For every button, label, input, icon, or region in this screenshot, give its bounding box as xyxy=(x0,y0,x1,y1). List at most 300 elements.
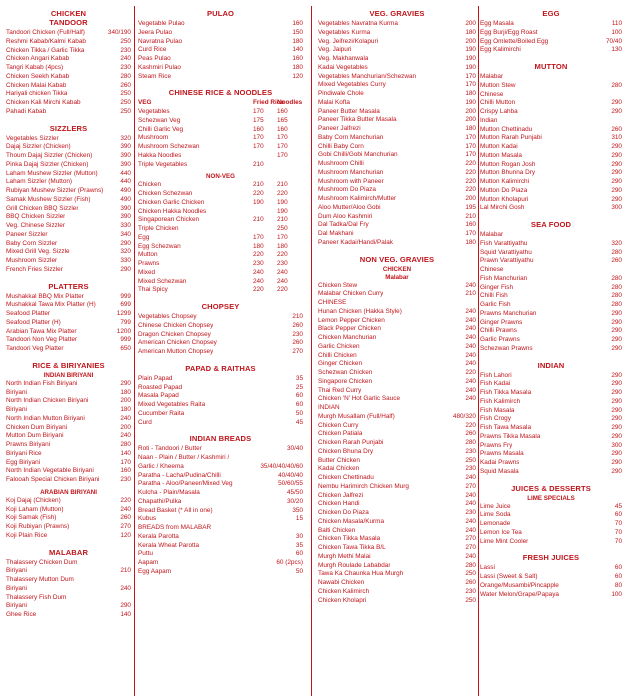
menu-item-price: 170 xyxy=(277,151,288,159)
menu-item-price: 250 xyxy=(465,456,476,464)
menu-item-name: Mushakkal BBQ Mix Platter xyxy=(6,292,84,300)
menu-item-name: Thai Spicy xyxy=(138,286,168,294)
menu-item xyxy=(138,419,303,428)
menu-item xyxy=(318,46,476,55)
menu-item-name: Mutton Masala xyxy=(480,151,522,159)
menu-item-price: 290 xyxy=(611,318,622,326)
menu-item-name: Koji Plain Rice xyxy=(6,531,48,539)
menu-item-name: Paneer Jalfrezi xyxy=(318,125,361,132)
menu-item-name: Mutton Chettinadu xyxy=(480,125,533,133)
menu-item-name: Chicken Schezwan xyxy=(138,190,193,197)
menu-item xyxy=(480,29,622,38)
menu-item-price: 250 xyxy=(465,570,476,578)
menu-item-price: 290 xyxy=(611,186,622,194)
section-gap xyxy=(318,248,476,252)
menu-item-price: 490 xyxy=(120,195,131,203)
menu-item xyxy=(6,240,131,249)
menu-item xyxy=(318,29,476,38)
section-gap xyxy=(480,354,622,358)
menu-item-name: Chicken Rarah Punjabi xyxy=(318,439,384,446)
menu-item xyxy=(138,489,303,498)
menu-item-price: 210 xyxy=(253,216,264,224)
menu-item-name: Garlic / Kheema xyxy=(138,462,184,470)
menu-item-name: Mushroom xyxy=(138,134,169,142)
menu-item-name: Chicken Malai Kabab xyxy=(6,81,67,89)
menu-item xyxy=(138,322,303,331)
menu-item-price: 290 xyxy=(611,397,622,405)
menu-item-price: 210 xyxy=(120,567,131,575)
menu-item-price: 240 xyxy=(465,500,476,508)
menu-item xyxy=(6,310,131,319)
menu-item-name: Roasted Papad xyxy=(138,383,183,391)
menu-item xyxy=(138,216,303,225)
menu-item xyxy=(480,46,622,55)
column-header xyxy=(138,99,303,108)
menu-item-price: 280 xyxy=(611,283,622,291)
menu-item-name: Thalassery Mutton Dum xyxy=(6,576,74,583)
menu-item-price: 60 xyxy=(614,573,622,580)
menu-item-price: 170 xyxy=(277,143,288,150)
menu-item-price: 15 xyxy=(295,515,303,523)
menu-item-name: Chinese Chicken Chopsey xyxy=(138,321,214,329)
menu-item xyxy=(6,196,131,205)
menu-item-price: 30 xyxy=(295,532,303,540)
menu-item-price: 240 xyxy=(465,316,476,324)
menu-item xyxy=(6,506,131,515)
section-title: MUTTON xyxy=(534,62,568,71)
menu-item-name: Chicken Tikka Masala xyxy=(318,535,381,543)
menu-item-price: 240 xyxy=(465,351,476,359)
menu-item xyxy=(480,143,622,152)
menu-item-price: 260 xyxy=(120,81,131,89)
menu-item-price: 210 xyxy=(277,216,288,224)
menu-item-name: Egg Masala xyxy=(480,20,514,27)
menu-item-price: 300 xyxy=(611,204,622,212)
menu-item-price: 340 xyxy=(120,230,131,238)
menu-item xyxy=(6,450,131,459)
menu-item xyxy=(138,29,303,38)
menu-item xyxy=(6,328,131,337)
menu-item-name: Mushroom Schezwan xyxy=(138,143,200,150)
menu-item xyxy=(318,474,476,483)
menu-item-name: Tandoori Chicken (Full/Half) xyxy=(6,29,85,36)
menu-item xyxy=(138,55,303,64)
menu-item xyxy=(6,432,131,441)
menu-item-price: 999 xyxy=(120,336,131,344)
menu-item-price: 220 xyxy=(120,496,131,504)
menu-item xyxy=(138,181,303,190)
menu-item xyxy=(6,424,131,433)
menu-item-price: 240 xyxy=(465,552,476,560)
menu-item-name: BBQ Chicken Sizzler xyxy=(6,213,66,221)
menu-item xyxy=(318,186,476,195)
menu-item xyxy=(480,389,622,398)
menu-item xyxy=(318,299,476,308)
menu-item xyxy=(138,533,303,542)
menu-item-name: Mutton Bhunna Dry xyxy=(480,169,536,177)
menu-item-name: Chapathi/Pulka xyxy=(138,497,182,505)
menu-item-price xyxy=(301,454,303,463)
menu-item-price: 160 xyxy=(292,20,303,27)
menu-item-name: Egg Aapam xyxy=(138,567,172,575)
menu-item xyxy=(318,492,476,501)
menu-item-name: Dajaj Sizzler (Chicken) xyxy=(6,143,71,151)
menu-item xyxy=(138,384,303,393)
menu-item-price xyxy=(620,73,622,82)
menu-item-price: 250 xyxy=(120,90,131,98)
menu-item xyxy=(6,523,131,532)
menu-item-price: 290 xyxy=(611,309,622,317)
section-title: FRESH JUICES xyxy=(522,553,580,563)
menu-item-price: 280 xyxy=(611,81,622,89)
menu-item-price: 190 xyxy=(465,46,476,54)
section-gap xyxy=(480,546,622,550)
menu-item-price: 160 xyxy=(277,108,288,115)
menu-item-price: 280 xyxy=(465,439,476,446)
menu-item-name: Chicken Patiala xyxy=(318,430,363,438)
menu-item xyxy=(318,518,476,527)
menu-item xyxy=(480,450,622,459)
menu-item-price: 170 xyxy=(465,151,476,159)
menu-item-name: Chilli Mutton xyxy=(480,99,516,107)
menu-item-price: 45/50 xyxy=(287,489,303,496)
menu-item xyxy=(6,459,131,468)
menu-item-name: Veg. Makhanwala xyxy=(318,55,369,62)
menu-item xyxy=(6,576,131,585)
menu-item-name: Mutton Dum Biriyani xyxy=(6,432,64,440)
menu-item-name: Mushroom Do Piaza xyxy=(318,186,376,194)
menu-item-price: 200 xyxy=(465,20,476,27)
menu-item-price: 240 xyxy=(465,342,476,350)
menu-item xyxy=(318,562,476,571)
menu-item xyxy=(6,38,131,47)
menu-item-price: 80 xyxy=(614,581,622,589)
menu-item xyxy=(318,221,476,230)
menu-item xyxy=(138,64,303,73)
menu-item xyxy=(138,286,303,295)
menu-item-price: 330 xyxy=(120,257,131,264)
menu-item-price: 60 xyxy=(295,401,303,408)
menu-item xyxy=(318,553,476,562)
menu-item xyxy=(6,397,131,406)
menu-item-name: Laham Mushew Sizzler (Mutton) xyxy=(6,169,98,177)
menu-item-name: Mixed Vegetables Curry xyxy=(318,81,386,89)
menu-item-name: Dum Aloo Kashmiri xyxy=(318,212,373,220)
menu-item-name: Koj Dajaj (Chicken) xyxy=(6,496,61,504)
menu-item xyxy=(6,231,131,240)
menu-item-price: 160 xyxy=(292,55,303,62)
menu-item-name: Orange/Musambi/Pincapple xyxy=(480,581,559,589)
menu-item-name: Egg Kalimirchi xyxy=(480,46,521,54)
menu-item xyxy=(138,392,303,401)
menu-item-name: Puttu xyxy=(138,550,153,558)
menu-item-name: Vegetable Pulao xyxy=(138,20,185,27)
menu-item-name: Mutton Kholapuri xyxy=(480,195,529,203)
menu-item xyxy=(6,90,131,99)
menu-item xyxy=(480,433,622,442)
menu-item-price: 180 xyxy=(465,238,476,246)
menu-item-name: Chinese xyxy=(480,266,504,273)
menu-item-price: 290 xyxy=(611,160,622,168)
menu-item-price: 170 xyxy=(253,143,264,150)
section-gap xyxy=(6,541,131,545)
menu-item-name: Fish Tawa Masala xyxy=(480,424,532,431)
menu-item-name: Chicken Manchurian xyxy=(318,334,377,341)
menu-item xyxy=(318,90,476,99)
menu-item-name: Mutton Kadai xyxy=(480,143,518,150)
menu-item-price: 210 xyxy=(277,181,288,189)
menu-item-price: 799 xyxy=(120,318,131,326)
menu-item xyxy=(480,38,622,47)
menu-item-name: Jeera Pulao xyxy=(138,28,173,36)
menu-item-price xyxy=(301,524,303,533)
menu-item xyxy=(318,134,476,143)
menu-item-name: Mushroom Chilli xyxy=(318,160,364,167)
menu-item-price: 290 xyxy=(611,432,622,440)
menu-item-name: American Chicken Chopsey xyxy=(138,339,217,347)
menu-item-price: 240 xyxy=(120,505,131,513)
menu-item xyxy=(480,345,622,354)
menu-item xyxy=(480,372,622,381)
menu-item-name: Paratha - Lacha/Pudina/Chilli xyxy=(138,471,221,479)
menu-item-price: 240 xyxy=(120,432,131,440)
menu-item-name: Garlic Prawns xyxy=(480,336,520,343)
menu-item-price: 240 xyxy=(465,325,476,333)
menu-item-price: 290 xyxy=(611,151,622,159)
menu-item-price: 170 xyxy=(465,230,476,237)
menu-item-price: 180 xyxy=(465,125,476,132)
menu-item-name: Chicken Garlic Chicken xyxy=(138,198,205,206)
menu-item-name: Singaporean Chicken xyxy=(138,216,200,224)
menu-item xyxy=(480,573,622,582)
menu-item-name: Thalassery Fish Dum xyxy=(6,593,67,601)
menu-item xyxy=(318,99,476,108)
menu-item-price: 230 xyxy=(465,587,476,595)
menu-item-name: Curd Rice xyxy=(138,46,167,54)
menu-item-price: 70 xyxy=(614,520,622,527)
menu-item-name: Thalassery Chicken Dum xyxy=(6,558,78,566)
column-divider xyxy=(478,6,479,696)
menu-item xyxy=(318,160,476,169)
menu-item-price xyxy=(277,161,303,170)
menu-item xyxy=(6,55,131,64)
menu-item-name: Fish Tikka Masala xyxy=(480,389,532,396)
menu-item-price: 270 xyxy=(292,348,303,355)
menu-item-name: Mutton Stew xyxy=(480,81,516,89)
menu-item-price: 290 xyxy=(120,239,131,247)
menu-item xyxy=(6,602,131,611)
menu-item xyxy=(138,46,303,55)
section-gap xyxy=(138,295,303,299)
menu-item xyxy=(480,424,622,433)
menu-item xyxy=(6,585,131,594)
menu-item-price: 480/320 xyxy=(452,412,476,420)
menu-item-price: 290 xyxy=(611,406,622,414)
menu-item-price: 280 xyxy=(611,292,622,300)
menu-item xyxy=(6,170,131,179)
menu-item-price: 290 xyxy=(611,371,622,379)
section-title: RICE & BIRIYANIES xyxy=(32,360,105,370)
section-title: JUICES & DESSERTS xyxy=(511,483,591,493)
menu-item xyxy=(6,248,131,257)
menu-item-price: 240 xyxy=(465,526,476,534)
menu-item-name: Water Melon/Grape/Papaya xyxy=(480,590,559,598)
menu-item-price xyxy=(620,117,622,126)
menu-item xyxy=(480,152,622,161)
menu-item xyxy=(318,527,476,536)
menu-item-price: 320 xyxy=(611,239,622,247)
menu-item-price: 310 xyxy=(611,134,622,142)
menu-item xyxy=(480,99,622,108)
menu-item xyxy=(318,317,476,326)
section-gap xyxy=(318,605,476,609)
section-gap xyxy=(138,357,303,361)
menu-item-price: 190 xyxy=(277,198,288,206)
menu-item xyxy=(480,468,622,477)
menu-item xyxy=(318,204,476,213)
menu-item-price: 200 xyxy=(465,37,476,45)
menu-item xyxy=(318,457,476,466)
menu-item-name: Chilli Fish xyxy=(480,292,508,300)
menu-item xyxy=(138,38,303,47)
menu-item xyxy=(6,47,131,56)
menu-item-name: Prawn Varattiyathu xyxy=(480,257,534,265)
menu-item xyxy=(480,582,622,591)
menu-item-price: 220 xyxy=(277,190,288,197)
menu-item xyxy=(138,524,303,533)
menu-item xyxy=(318,430,476,439)
menu-item-name: Ginger Prawns xyxy=(480,318,523,326)
menu-item xyxy=(318,108,476,117)
menu-item xyxy=(480,327,622,336)
menu-item-price: 240 xyxy=(465,334,476,341)
menu-item xyxy=(480,266,622,275)
menu-item-name: Chicken 'N' Hot Garlic Sauce xyxy=(318,395,400,403)
menu-item xyxy=(318,325,476,334)
menu-item xyxy=(480,284,622,293)
menu-item xyxy=(480,292,622,301)
menu-item-price: 60 xyxy=(614,564,622,572)
menu-item-price: 290 xyxy=(611,459,622,466)
menu-item xyxy=(480,564,622,573)
menu-item-price: 290 xyxy=(611,108,622,115)
menu-item-name: Fish Crogy xyxy=(480,415,511,423)
menu-item-name: Biriyani xyxy=(6,602,27,610)
menu-item-price: 70 xyxy=(614,537,622,545)
menu-item-price: 170 xyxy=(465,72,476,80)
menu-item-price: 490 xyxy=(120,187,131,194)
menu-item-name: Tawa Ka Chaunka Hua Murgh xyxy=(318,570,404,578)
menu-item xyxy=(138,559,303,568)
menu-item-price xyxy=(129,594,131,603)
menu-item xyxy=(6,213,131,222)
menu-item-price: 210 xyxy=(465,290,476,298)
menu-item xyxy=(480,310,622,319)
menu-item-price: 190 xyxy=(465,98,476,106)
menu-item-price: 60 xyxy=(295,392,303,400)
menu-item-price xyxy=(253,152,277,161)
menu-item-name: Singapore Chicken xyxy=(318,377,372,385)
menu-item-price: 290 xyxy=(120,602,131,610)
menu-item-price: 45 xyxy=(614,502,622,510)
menu-item-name: Hunan Chicken (Hakka Style) xyxy=(318,307,402,315)
menu-item-name: Mutton Rogan Josh xyxy=(480,160,536,168)
menu-item-price: 160 xyxy=(277,125,288,133)
menu-item-name: Egg Burji/Egg Roast xyxy=(480,28,538,36)
menu-item xyxy=(138,208,303,217)
menu-item xyxy=(480,398,622,407)
menu-item-name: Seafood Platter xyxy=(6,310,51,317)
menu-item-name: North Indian Vegetable Biriyani xyxy=(6,467,94,475)
menu-item-price: 140 xyxy=(292,46,303,54)
section-title: CHINESE RICE & NOODLES xyxy=(168,88,273,98)
menu-item-price: 220 xyxy=(465,421,476,429)
menu-item-price: 190 xyxy=(277,207,288,215)
menu-item xyxy=(318,360,476,369)
menu-item xyxy=(318,509,476,518)
menu-item xyxy=(480,380,622,389)
menu-item-price: 220 xyxy=(253,251,264,259)
menu-item-name: Chicken Stew xyxy=(318,281,358,289)
menu-item xyxy=(480,415,622,424)
menu-item-name: Koji Rubiyan (Prawns) xyxy=(6,523,70,530)
menu-item xyxy=(318,308,476,317)
menu-item-price: 230 xyxy=(277,260,288,267)
menu-item-price: 160 xyxy=(120,467,131,475)
section-subtitle: ARABIAN BIRIYANI xyxy=(40,488,97,496)
menu-item-price: 120 xyxy=(120,531,131,539)
menu-item-price: 220 xyxy=(465,369,476,376)
menu-item-price: 170 xyxy=(120,458,131,466)
menu-column-4 xyxy=(480,0,622,603)
menu-item xyxy=(138,134,303,143)
menu-item-price: 250 xyxy=(120,99,131,106)
column-header-label: Fried Rice xyxy=(253,99,284,107)
section-gap xyxy=(6,117,131,121)
menu-item-name: Tandoori Non Veg Platter xyxy=(6,336,78,344)
menu-item xyxy=(480,108,622,117)
menu-item-name: Malabar xyxy=(480,231,504,238)
menu-item xyxy=(138,480,303,489)
menu-item-price: 220 xyxy=(465,168,476,176)
menu-item-price: 280 xyxy=(465,561,476,569)
menu-item-price: 290 xyxy=(611,450,622,458)
menu-item xyxy=(318,448,476,457)
menu-item-price: 190 xyxy=(465,63,476,71)
menu-item xyxy=(318,395,476,404)
menu-item-price: 140 xyxy=(120,611,131,618)
menu-item-name: Reshmi Kabab/Kalmi Kabab xyxy=(6,37,86,45)
menu-item-price: 240 xyxy=(465,491,476,499)
menu-item xyxy=(480,20,622,29)
menu-item-name: Fish Masala xyxy=(480,406,515,414)
menu-item-price: 230 xyxy=(120,64,131,71)
menu-item xyxy=(480,459,622,468)
menu-item-price: 260 xyxy=(611,125,622,133)
menu-item-price: 240 xyxy=(465,395,476,403)
menu-item-name: Chicken Curry xyxy=(318,421,359,429)
menu-item-price: 270 xyxy=(120,523,131,530)
menu-item-name: Chicken Tikka / Garlic Tikka xyxy=(6,46,85,54)
menu-item-name: Lemonade xyxy=(480,520,511,527)
menu-item xyxy=(480,126,622,135)
menu-item-price: 290 xyxy=(611,195,622,203)
menu-item xyxy=(480,196,622,205)
menu-item-name: North Indian Mutton Biriyani xyxy=(6,414,85,422)
menu-item-price xyxy=(474,404,476,413)
menu-item-name: Kubus xyxy=(138,515,157,523)
menu-item-price: 290 xyxy=(611,467,622,475)
